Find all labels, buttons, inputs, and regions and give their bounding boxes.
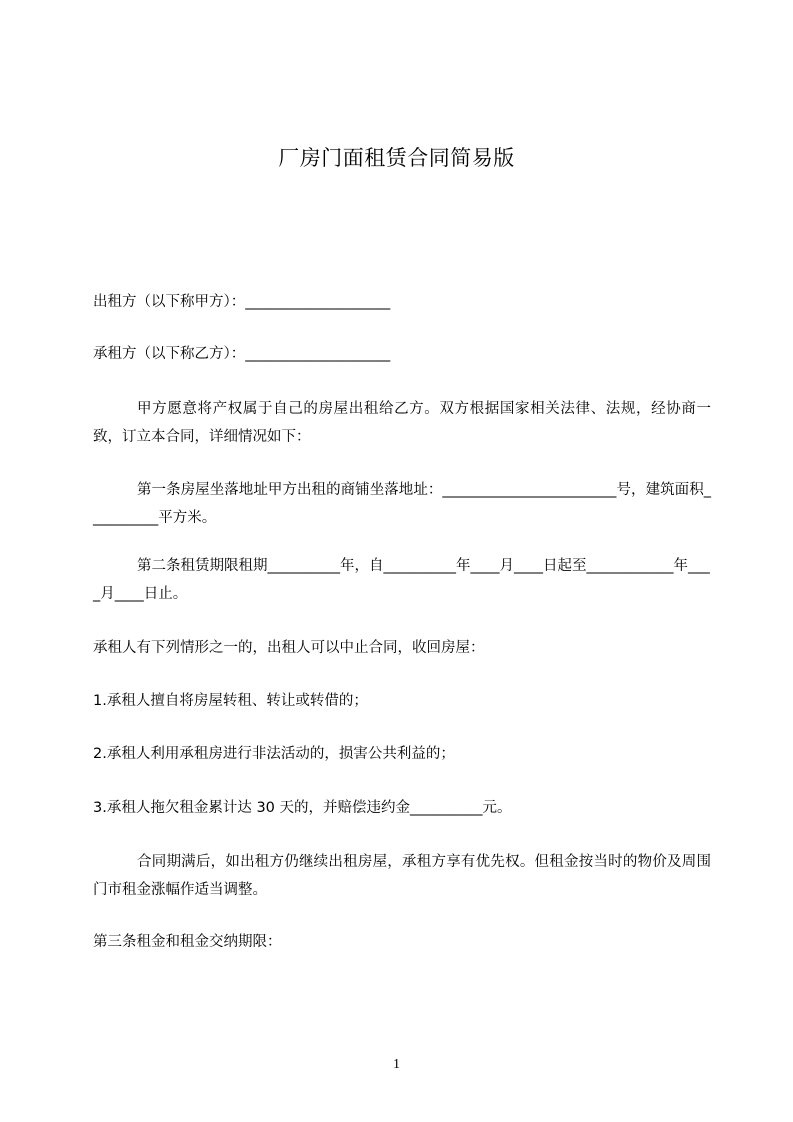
article-1-paragraph: 第一条房屋坐落地址甲方出租的商铺坐落地址：________________________号，建筑面积__________平方米。 [93,482,711,526]
lessee-line: 承租方（以下称乙方）：____________________ [93,346,391,362]
termination-intro-line: 承租人有下列情形之一的，出租人可以中止合同，收回房屋： [93,640,485,656]
renewal-paragraph: 合同期满后，如出租方仍继续出租房屋，承租方享有优先权。但租金按当时的物价及周围门市租金涨幅作适当调整。 [93,854,711,898]
document-title: 厂房门面租赁合同简易版 [278,146,515,170]
article-3-heading: 第三条租金和租金交纳期限： [93,934,282,950]
lessor-line: 出租方（以下称甲方）：____________________ [93,294,391,310]
termination-item-1: 1.承租人擅自将房屋转租、转让或转借的； [93,693,368,709]
page-number: 1 [393,1057,400,1072]
termination-item-3: 3.承租人拖欠租金累计达 30 天的，并赔偿违约金__________元。 [93,800,512,816]
termination-item-2: 2.承租人利用承租房进行非法活动的，损害公共利益的； [93,746,455,762]
intro-paragraph: 甲方愿意将产权属于自己的房屋出租给乙方。双方根据国家相关法律、法规，经协商一致，订立本合同，详细情况如下： [93,401,711,445]
article-2-paragraph: 第二条租赁期限租期__________年，自__________年____月____日起至____________年____月____日止。 [93,558,710,602]
